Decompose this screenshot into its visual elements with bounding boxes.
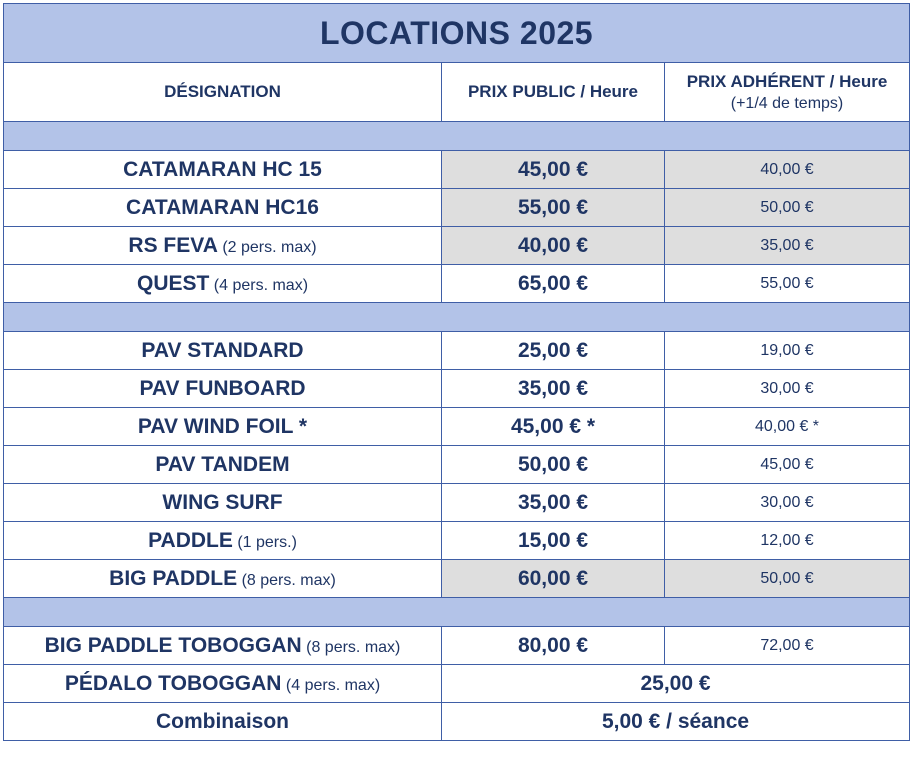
table-row xyxy=(4,408,910,446)
item-designation xyxy=(4,665,442,703)
table-row xyxy=(4,484,910,522)
item-designation xyxy=(4,703,442,741)
item-name: PAV FUNBOARD xyxy=(139,376,306,400)
item-name: CATAMARAN HC 15 xyxy=(123,157,322,181)
table-body xyxy=(4,4,910,741)
header-row xyxy=(4,63,910,122)
item-capacity-note: (4 pers. max) xyxy=(281,676,381,694)
table-title: LOCATIONS 2025 xyxy=(4,4,910,63)
item-name: QUEST xyxy=(136,271,210,295)
item-public-price: 65,00 € xyxy=(442,265,665,303)
table-row xyxy=(4,627,910,665)
item-designation xyxy=(4,408,442,446)
item-name: PADDLE xyxy=(148,528,233,552)
designation-header: DÉSIGNATION xyxy=(4,63,442,122)
item-member-price: 55,00 € xyxy=(665,265,910,303)
item-member-price: 40,00 € * xyxy=(665,408,910,446)
section-separator-boards xyxy=(4,303,910,332)
item-capacity-note: (1 pers.) xyxy=(232,533,297,551)
table-row xyxy=(4,151,910,189)
item-public-price: 35,00 € xyxy=(442,370,665,408)
item-designation xyxy=(4,189,442,227)
section-separator-boats xyxy=(4,122,910,151)
item-designation xyxy=(4,370,442,408)
item-capacity-note: (8 pers. max) xyxy=(237,571,336,589)
item-public-price: 50,00 € xyxy=(442,446,665,484)
item-public-price: 60,00 € xyxy=(442,560,665,598)
title-row xyxy=(4,4,910,63)
item-name: PAV STANDARD xyxy=(141,338,304,362)
rental-price-table xyxy=(3,3,910,741)
public-price-header: PRIX PUBLIC / Heure xyxy=(442,63,665,122)
item-member-price: 40,00 € xyxy=(665,151,910,189)
table-row xyxy=(4,560,910,598)
item-member-price: 50,00 € xyxy=(665,189,910,227)
item-public-price: 55,00 € xyxy=(442,189,665,227)
item-member-price: 19,00 € xyxy=(665,332,910,370)
item-member-price: 30,00 € xyxy=(665,370,910,408)
item-price: 25,00 € xyxy=(442,665,910,703)
section-separator-cell xyxy=(4,122,910,151)
member-price-header-note: (+1/4 de temps) xyxy=(730,94,844,112)
item-capacity-note: (8 pers. max) xyxy=(301,638,401,656)
item-public-price: 25,00 € xyxy=(442,332,665,370)
item-member-price: 12,00 € xyxy=(665,522,910,560)
member-price-header-label: PRIX ADHÉRENT / Heure xyxy=(686,71,888,91)
item-member-price: 35,00 € xyxy=(665,227,910,265)
item-designation xyxy=(4,332,442,370)
table-row xyxy=(4,227,910,265)
item-name: BIG PADDLE xyxy=(109,566,238,590)
item-designation xyxy=(4,627,442,665)
item-public-price: 80,00 € xyxy=(442,627,665,665)
table-row xyxy=(4,665,910,703)
item-name: BIG PADDLE TOBOGGAN xyxy=(44,633,302,657)
item-capacity-note: (2 pers. max) xyxy=(217,238,317,256)
item-public-price: 35,00 € xyxy=(442,484,665,522)
item-name: WING SURF xyxy=(162,490,283,514)
item-designation xyxy=(4,484,442,522)
item-name: PÉDALO TOBOGGAN xyxy=(64,671,282,695)
item-designation xyxy=(4,151,442,189)
item-designation xyxy=(4,522,442,560)
item-price: 5,00 € / séance xyxy=(442,703,910,741)
item-designation xyxy=(4,446,442,484)
item-member-price: 30,00 € xyxy=(665,484,910,522)
item-name: RS FEVA xyxy=(128,233,218,257)
item-name: Combinaison xyxy=(155,709,289,733)
table-row xyxy=(4,703,910,741)
item-designation xyxy=(4,227,442,265)
member-price-header xyxy=(665,63,910,122)
table-row xyxy=(4,446,910,484)
item-name: PAV WIND FOIL * xyxy=(137,414,308,438)
section-separator-cell xyxy=(4,598,910,627)
item-designation xyxy=(4,560,442,598)
item-name: PAV TANDEM xyxy=(155,452,290,476)
item-public-price: 15,00 € xyxy=(442,522,665,560)
item-member-price: 72,00 € xyxy=(665,627,910,665)
section-separator-others xyxy=(4,598,910,627)
table-row xyxy=(4,370,910,408)
item-public-price: 40,00 € xyxy=(442,227,665,265)
section-separator-cell xyxy=(4,303,910,332)
item-member-price: 45,00 € xyxy=(665,446,910,484)
item-capacity-note: (4 pers. max) xyxy=(209,276,309,294)
item-name: CATAMARAN HC16 xyxy=(126,195,319,219)
table-row xyxy=(4,265,910,303)
table-row xyxy=(4,189,910,227)
table-row xyxy=(4,522,910,560)
item-public-price: 45,00 € xyxy=(442,151,665,189)
item-public-price: 45,00 € * xyxy=(442,408,665,446)
table-row xyxy=(4,332,910,370)
item-member-price: 50,00 € xyxy=(665,560,910,598)
item-designation xyxy=(4,265,442,303)
